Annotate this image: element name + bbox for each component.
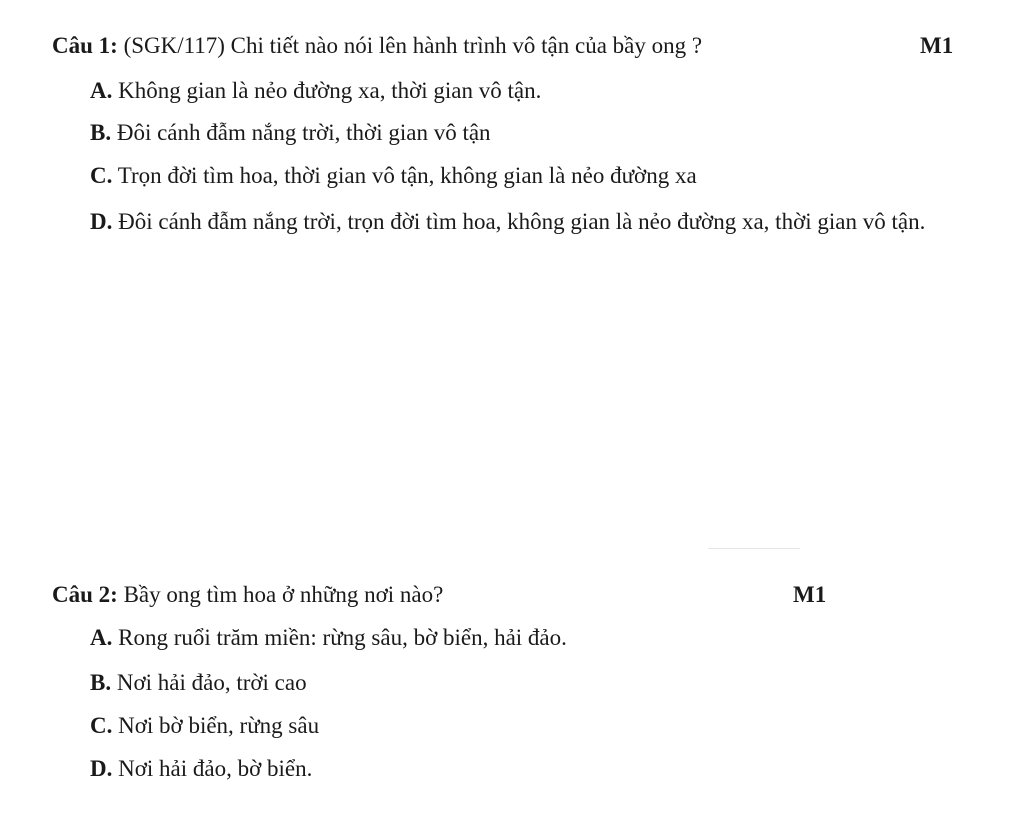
question-2-option-b xyxy=(90,669,307,697)
option-text: Rong ruổi trăm miền: rừng sâu, bờ biển, hải đảo. xyxy=(112,625,567,650)
question-2-text: Bầy ong tìm hoa ở những nơi nào? xyxy=(117,582,444,607)
question-1-option-d xyxy=(90,205,990,239)
question-2-option-a xyxy=(90,624,567,652)
option-letter: A. xyxy=(90,78,113,103)
option-text: Nơi hải đảo, trời cao xyxy=(111,670,307,695)
option-text: Trọn đời tìm hoa, thời gian vô tận, không gian là nẻo đường xa xyxy=(112,163,697,188)
option-letter: C. xyxy=(90,163,113,188)
question-2-level: M1 xyxy=(793,582,827,607)
option-text: Nơi bờ biển, rừng sâu xyxy=(112,713,320,738)
question-1-stem xyxy=(52,32,702,60)
question-2-label: Câu 2: xyxy=(52,582,118,607)
question-1-level: M1 xyxy=(920,33,954,58)
option-text: Không gian là nẻo đường xa, thời gian vô tận. xyxy=(112,78,542,103)
option-text: Nơi hải đảo, bờ biển. xyxy=(112,756,313,781)
question-1-option-c xyxy=(90,162,697,190)
question-2-option-d xyxy=(90,755,312,783)
option-text: Đôi cánh đẫm nắng trời, trọn đời tìm hoa, không gian là nẻo đường xa, thời gian vô tận. xyxy=(112,209,926,234)
question-2-stem xyxy=(52,581,443,609)
option-letter: C. xyxy=(90,713,113,738)
option-letter: D. xyxy=(90,209,113,234)
question-1-text: (SGK/117) Chi tiết nào nói lên hành trình vô tận của bầy ong ? xyxy=(117,33,703,58)
option-letter: B. xyxy=(90,670,112,695)
option-letter: D. xyxy=(90,756,113,781)
question-2-option-c xyxy=(90,712,319,740)
question-1-label: Câu 1: xyxy=(52,33,118,58)
option-letter: A. xyxy=(90,625,113,650)
question-1-option-b xyxy=(90,119,491,147)
option-letter: B. xyxy=(90,120,112,145)
option-text: Đôi cánh đẫm nắng trời, thời gian vô tận xyxy=(111,120,491,145)
question-1-option-a xyxy=(90,77,541,105)
divider xyxy=(708,548,800,549)
